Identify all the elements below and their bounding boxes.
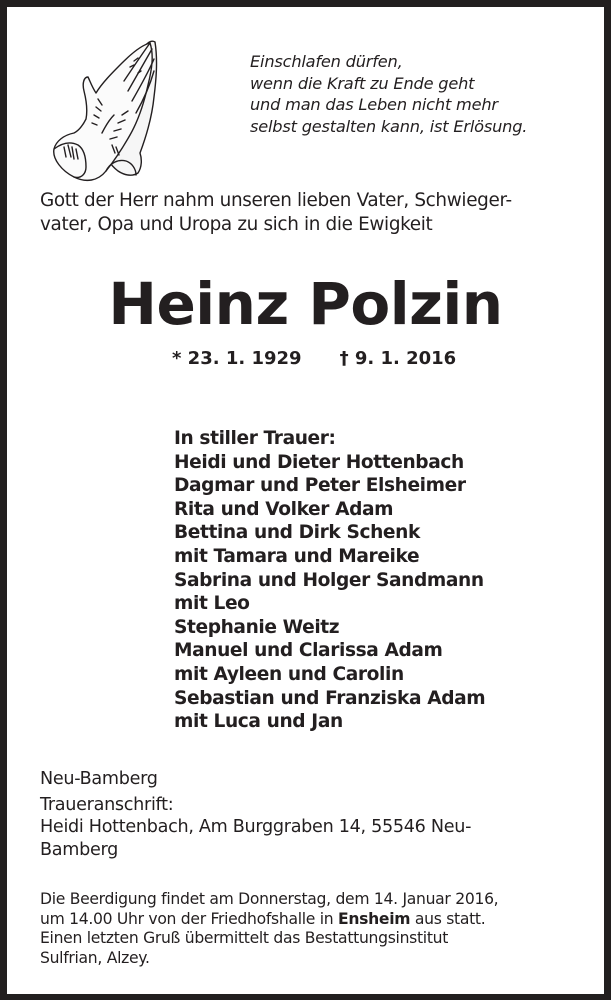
mourner-line: Manuel und Clarissa Adam: [174, 640, 443, 662]
address-line: Heidi Hottenbach, Am Burggraben 14, 55546 Neu-: [40, 817, 472, 837]
mourner-line: Bettina und Dirk Schenk: [174, 522, 420, 544]
mourner-line: Dagmar und Peter Elsheimer: [174, 475, 466, 497]
place-name: Neu-Bamberg: [40, 769, 158, 789]
mourning-address: [40, 768, 471, 861]
mourner-line: Stephanie Weitz: [174, 616, 340, 638]
motto-line: und man das Leben nicht mehr: [250, 95, 498, 114]
intro-text: [40, 189, 600, 237]
motto-line: Einschlafen dürfen,: [250, 52, 403, 71]
funeral-text: um 14.00 Uhr von der Friedhofshalle in: [40, 909, 338, 928]
mourner-line: mit Tamara und Mareike: [174, 545, 420, 567]
obituary-notice: [7, 7, 604, 994]
funeral-line: Die Beerdigung findet am Donnerstag, dem 14. Januar 2016,: [40, 890, 499, 908]
mourner-line: mit Ayleen und Carolin: [174, 663, 404, 685]
address-line: Bamberg: [40, 839, 118, 860]
funeral-info: [40, 890, 498, 968]
mourners-heading: In stiller Trauer:: [174, 428, 336, 449]
funeral-text: aus statt.: [410, 909, 486, 928]
funeral-location: Ensheim: [338, 909, 411, 928]
funeral-line: [40, 910, 498, 930]
mourners-list: [174, 427, 485, 734]
birth-date: * 23. 1. 1929: [172, 348, 302, 369]
intro-line: vater, Opa und Uropa zu sich in die Ewigkeit: [40, 214, 433, 235]
address-label: Traueranschrift:: [40, 794, 174, 815]
motto-line: wenn die Kraft zu Ende geht: [250, 73, 475, 93]
mourner-line: mit Luca und Jan: [174, 711, 343, 733]
motto-verse: [250, 51, 527, 137]
praying-hands-icon: [52, 37, 162, 185]
mourner-line: Sabrina und Holger Sandmann: [174, 569, 484, 591]
mourner-line: Heidi und Dieter Hottenbach: [174, 451, 464, 473]
funeral-line: Einen letzten Gruß übermittelt das Bestattungsinstitut: [40, 929, 449, 948]
deceased-name: Heinz Polzin: [108, 270, 503, 338]
mourner-line: Sebastian und Franziska Adam: [174, 687, 486, 709]
mourner-line: Rita und Volker Adam: [174, 498, 394, 520]
motto-line: selbst gestalten kann, ist Erlösung.: [250, 116, 528, 136]
death-date: † 9. 1. 2016: [339, 348, 457, 369]
funeral-line: Sulfrian, Alzey.: [40, 948, 150, 967]
life-dates: [172, 347, 456, 371]
mourner-line: mit Leo: [174, 593, 250, 615]
intro-line: Gott der Herr nahm unseren lieben Vater, Schwieger-: [40, 190, 512, 211]
